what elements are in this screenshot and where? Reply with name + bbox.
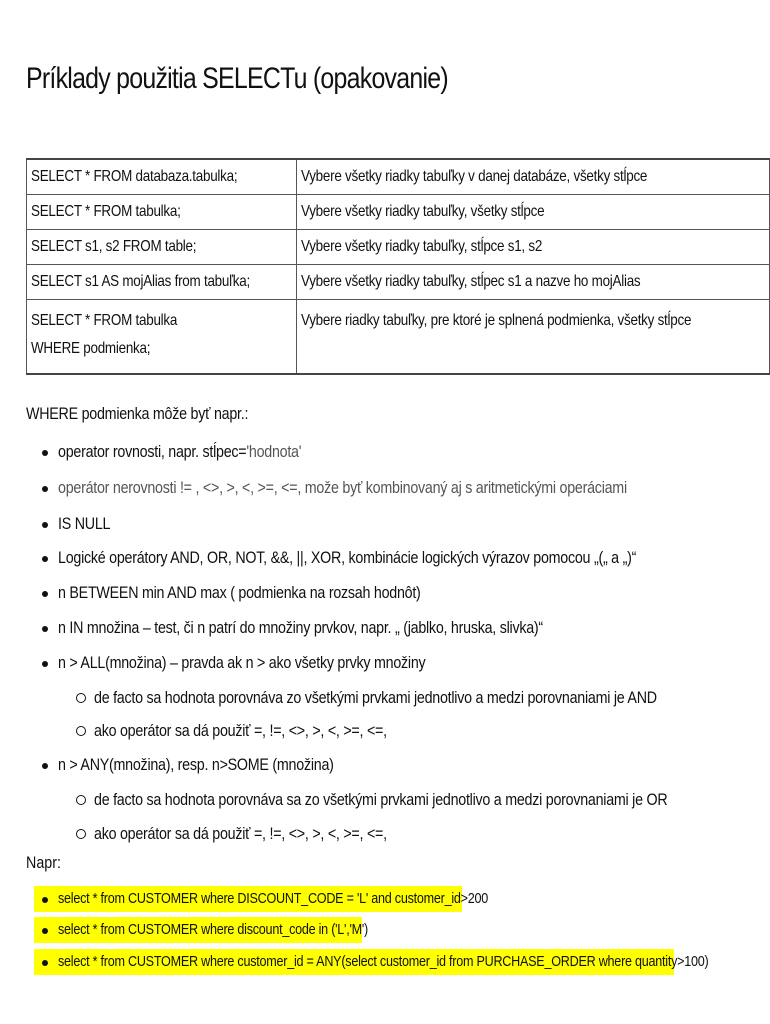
table-row [27, 230, 770, 265]
table-row [27, 265, 770, 300]
query-cell: SELECT s1 AS mojAlias from tabuľka; [27, 265, 297, 300]
circle-bullet-icon [76, 795, 86, 805]
query-cell: SELECT s1, s2 FROM table; [27, 230, 297, 265]
bullet-icon [42, 960, 48, 966]
bullet-icon [42, 763, 48, 769]
select-examples-table [26, 158, 770, 375]
bullet-icon [42, 591, 48, 597]
circle-bullet-icon [76, 829, 86, 839]
query-cell: SELECT * FROM tabulka; [27, 195, 297, 230]
description-cell: Vybere všetky riadky tabuľky, všetky stĺpce [296, 195, 770, 230]
query-cell: SELECT * FROM databaza.tabulka; [27, 159, 297, 195]
description-cell: Vybere všetky riadky tabuľky v danej databáze, všetky stĺpce [296, 159, 770, 195]
query-cell: SELECT * FROM tabulka WHERE podmienka; [27, 300, 297, 375]
page-title: Príklady použitia SELECTu (opakovanie) [26, 62, 448, 95]
table-row [27, 300, 770, 375]
table-row [27, 159, 770, 195]
table-row [27, 195, 770, 230]
where-heading: WHERE podmienka môže byť napr.: [26, 404, 249, 423]
bullet-icon [42, 556, 48, 562]
bullet-icon [42, 897, 48, 903]
description-cell: Vybere všetky riadky tabuľky, stĺpce s1, s2 [296, 230, 770, 265]
bullet-icon [42, 486, 48, 492]
bullet-icon [42, 661, 48, 667]
bullet-icon [42, 626, 48, 632]
examples-label: Napr: [26, 853, 61, 872]
bullet-icon [42, 522, 48, 528]
circle-bullet-icon [76, 693, 86, 703]
description-cell: Vybere riadky tabuľky, pre ktoré je splnená podmienka, všetky stĺpce [296, 300, 770, 375]
bullet-icon [42, 928, 48, 934]
circle-bullet-icon [76, 726, 86, 736]
bullet-icon [42, 450, 48, 456]
description-cell: Vybere všetky riadky tabuľky, stĺpec s1 a nazve ho mojAlias [296, 265, 770, 300]
